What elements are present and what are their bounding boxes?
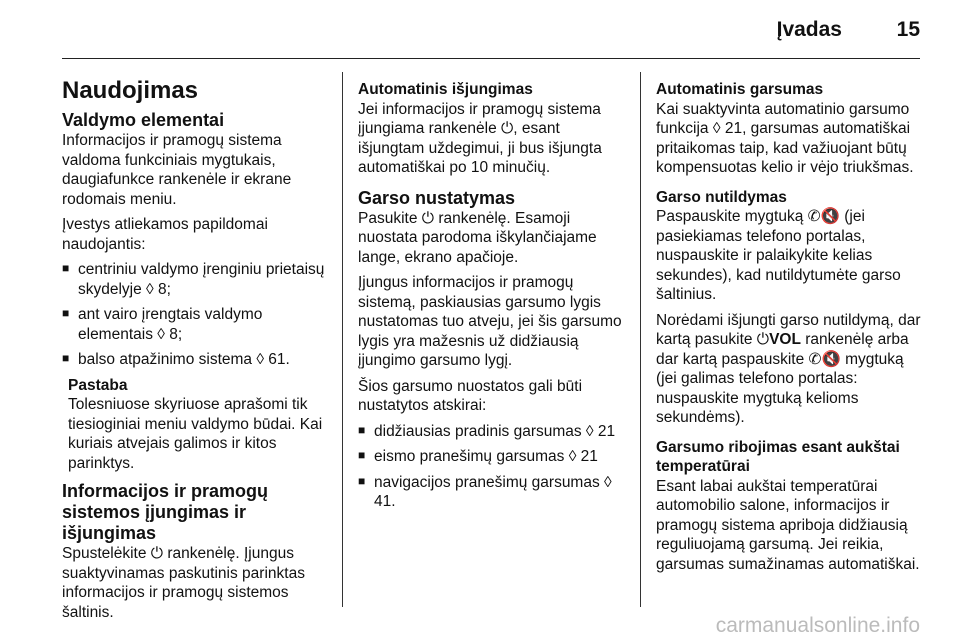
list-item: ■ ant vairo įrengtais valdymo elementais ◊ 8; <box>62 305 334 344</box>
running-title: Įvadas <box>776 18 842 41</box>
paragraph: Spustelėkite ⏻ rankenėlę. Įjungus suaktyvinamas paskutinis parinktas informacijos ir pramogų sistemos šaltinis. <box>62 545 305 621</box>
heading-mute: Garso nutildymas <box>656 188 787 206</box>
paragraph: Informacijos ir pramogų sistema valdoma funkciniais mygtukais, daugiafunkce rankenėle ir ekrane rodomais meniu. <box>62 132 292 208</box>
list-item: ■ navigacijos pranešimų garsumas ◊ 41. <box>358 473 630 512</box>
paragraph: Paspauskite mygtuką ✆🔇 (jei pasiekiamas telefono portalas, nuspauskite ir palaikykite kelias sekundes), kad nutildytumėte garso šaltinius. <box>656 208 901 303</box>
paragraph: Pasukite ⏻ rankenėlę. Esamoji nuostata parodoma iškylančiajame lange, ekrano apačioje. <box>358 209 597 266</box>
heading-auto-volume: Automatinis garsumas <box>656 81 824 98</box>
column-divider-1 <box>342 72 343 607</box>
column-1 <box>62 76 334 628</box>
column-2 <box>358 80 630 518</box>
paragraph: Norėdami išjungti garso nutildymą, dar kartą pasukite ⏻VOL rankenėlę arba dar kartą paspauskite ✆🔇 mygtuką (jei galimas telefono portalas: nuspauskite mygtuką kelioms sekundėms). <box>656 311 921 426</box>
heading-volume: Garso nustatymas <box>358 187 516 208</box>
page-number: 15 <box>896 18 920 41</box>
heading-temperature-limit: Garsumo ribojimas esant aukštai temperatūrai <box>656 438 900 475</box>
column-divider-2 <box>640 72 641 607</box>
heading-auto-off: Automatinis išjungimas <box>358 81 533 98</box>
vol-label: VOL <box>769 331 801 348</box>
list-item: ■ balso atpažinimo sistema ◊ 61. <box>62 350 334 370</box>
paragraph: Jei informacijos ir pramogų sistema įjungiama rankenėle ⏻, esant išjungtam uždegimui, ji bus išjungta automatiškai po 10 minučių. <box>358 100 602 176</box>
column-3 <box>656 80 926 580</box>
paragraph: Kai suaktyvinta automatinio garsumo funkcija ◊ 21, garsumas automatiškai pritaikomas taip, kad važiuojant būtų kompensuotas kelio ir vėjo triukšmas. <box>656 100 914 176</box>
heading-controls: Valdymo elementai <box>62 110 225 130</box>
paragraph: Įvestys atliekamos papildomai naudojantis: <box>62 216 268 253</box>
section-title: Naudojimas <box>62 77 199 104</box>
heading-power: Informacijos ir pramogų sistemos įjungimas ir išjungimas <box>62 481 269 543</box>
list-item: ■ didžiausias pradinis garsumas ◊ 21 <box>358 422 630 442</box>
bullet-list <box>358 422 630 512</box>
list-item: ■ centriniu valdymo įrenginiu prietaisų skydelyje ◊ 8; <box>62 260 334 299</box>
header-rule <box>62 58 920 59</box>
watermark: carmanualsonline.info <box>715 614 920 637</box>
list-item: ■ eismo pranešimų garsumas ◊ 21 <box>358 447 630 467</box>
paragraph: Esant labai aukštai temperatūrai automobilio salone, informacijos ir pramogų sistema apriboja didžiausią reguliuojamą garsumą. Jei reikia, garsumas sumažinamas automatiškai. <box>656 477 920 573</box>
note-title: Pastaba <box>68 376 128 394</box>
page-header <box>0 0 960 62</box>
paragraph: Įjungus informacijos ir pramogų sistemą, paskiausias garsumo lygis nustatomas tuo atveju, jei šis garsumo lygis yra mažesnis už didžiausią įjungimo garsumo lygį. <box>358 274 622 369</box>
bullet-list <box>62 260 334 370</box>
note-box <box>62 376 334 474</box>
note-text: Tolesniuose skyriuose aprašomi tik tiesioginiai meniu valdymo būdai. Kai kuriais atvejais galimos ir kitos parinktys. <box>68 396 323 472</box>
paragraph: Šios garsumo nuostatos gali būti nustatytos atskirai: <box>358 377 583 414</box>
